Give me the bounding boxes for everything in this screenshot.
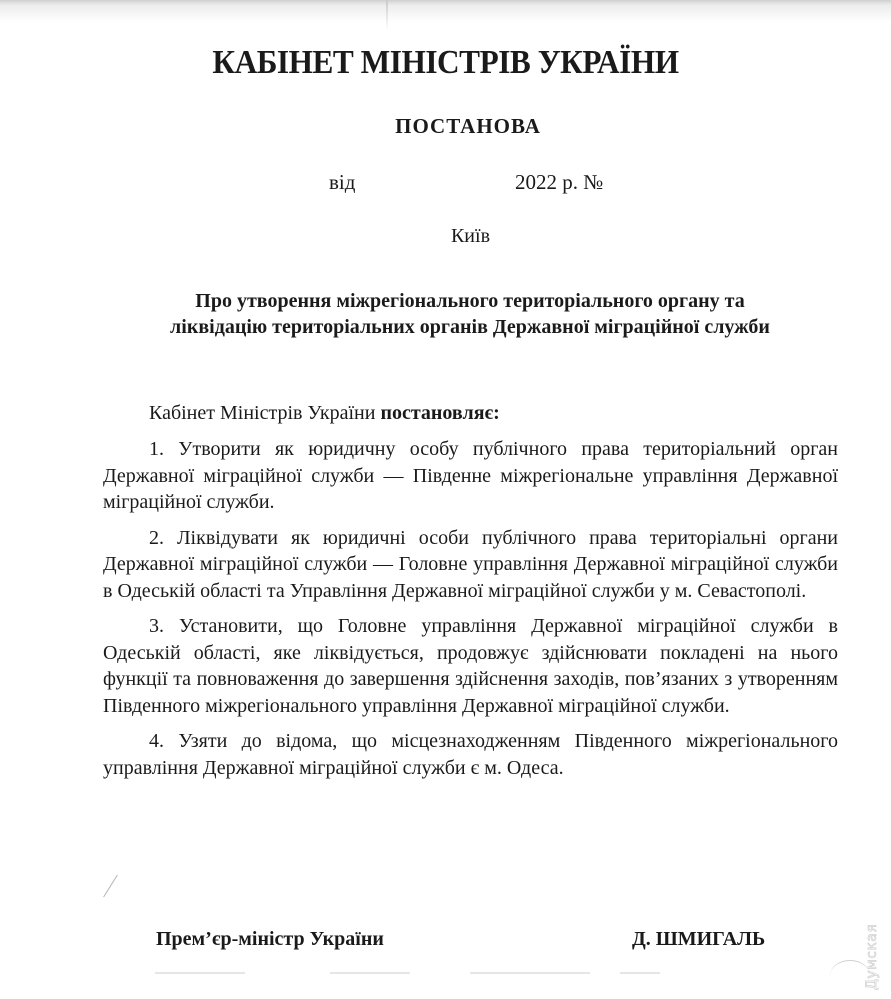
signatory-title: Прем’єр-міністр України bbox=[156, 928, 384, 950]
date-prefix: від bbox=[329, 170, 356, 194]
resolution-item: 4. Узяти до відома, що місцезнаходженням Південного міжрегіонального управління Державної міграційної служби є м. Одеса. bbox=[103, 730, 838, 779]
fold-line bbox=[386, 0, 388, 30]
city: Київ bbox=[450, 225, 491, 247]
resolution-item: 1. Утворити як юридичну особу публічного права територіальний орган Державної міграційної служби — Південне міжрегіональне управління Державної міграційної служби. bbox=[103, 438, 838, 513]
preamble-text: Кабінет Міністрів України bbox=[149, 402, 381, 424]
faint-mark bbox=[330, 972, 410, 974]
preamble bbox=[103, 400, 838, 436]
document-type: ПОСТАНОВА bbox=[395, 114, 541, 138]
document-subject: Про утворення міжрегіонального територіального органу та ліквідацію територіальних органів Державної міграційної служби bbox=[170, 290, 770, 338]
watermark: Думская bbox=[864, 923, 880, 990]
pen-mark bbox=[103, 875, 118, 898]
faint-mark bbox=[155, 972, 245, 974]
signatory-name: Д. ШМИГАЛЬ bbox=[632, 928, 766, 950]
resolution-item: 2. Ліквідувати як юридичні особи публічного права територіальні органи Державної міграційної служби — Головне управління Державної міграційної служби в Одеській області та Управління Державної міграційної служби у м. Севастополі. bbox=[103, 526, 838, 602]
top-shadow bbox=[0, 0, 891, 22]
faint-mark bbox=[620, 972, 660, 974]
issuer-heading: КАБІНЕТ МІНІСТРІВ УКРАЇНИ bbox=[212, 44, 679, 81]
preamble-bold: постановляє: bbox=[380, 402, 500, 424]
date-year-number: 2022 р. № bbox=[515, 170, 604, 194]
resolution-items bbox=[103, 436, 838, 790]
faint-mark bbox=[470, 972, 590, 974]
resolution-item: 3. Установити, що Головне управління Державної міграційної служби в Одеській області, яке ліквідується, продовжує здійснювати покладені на нього функції та повноваження до завершення здійснення заходів, пов’язаних з утворенням Південного міжрегіонального управління Державної міграційної служби. bbox=[103, 615, 838, 717]
